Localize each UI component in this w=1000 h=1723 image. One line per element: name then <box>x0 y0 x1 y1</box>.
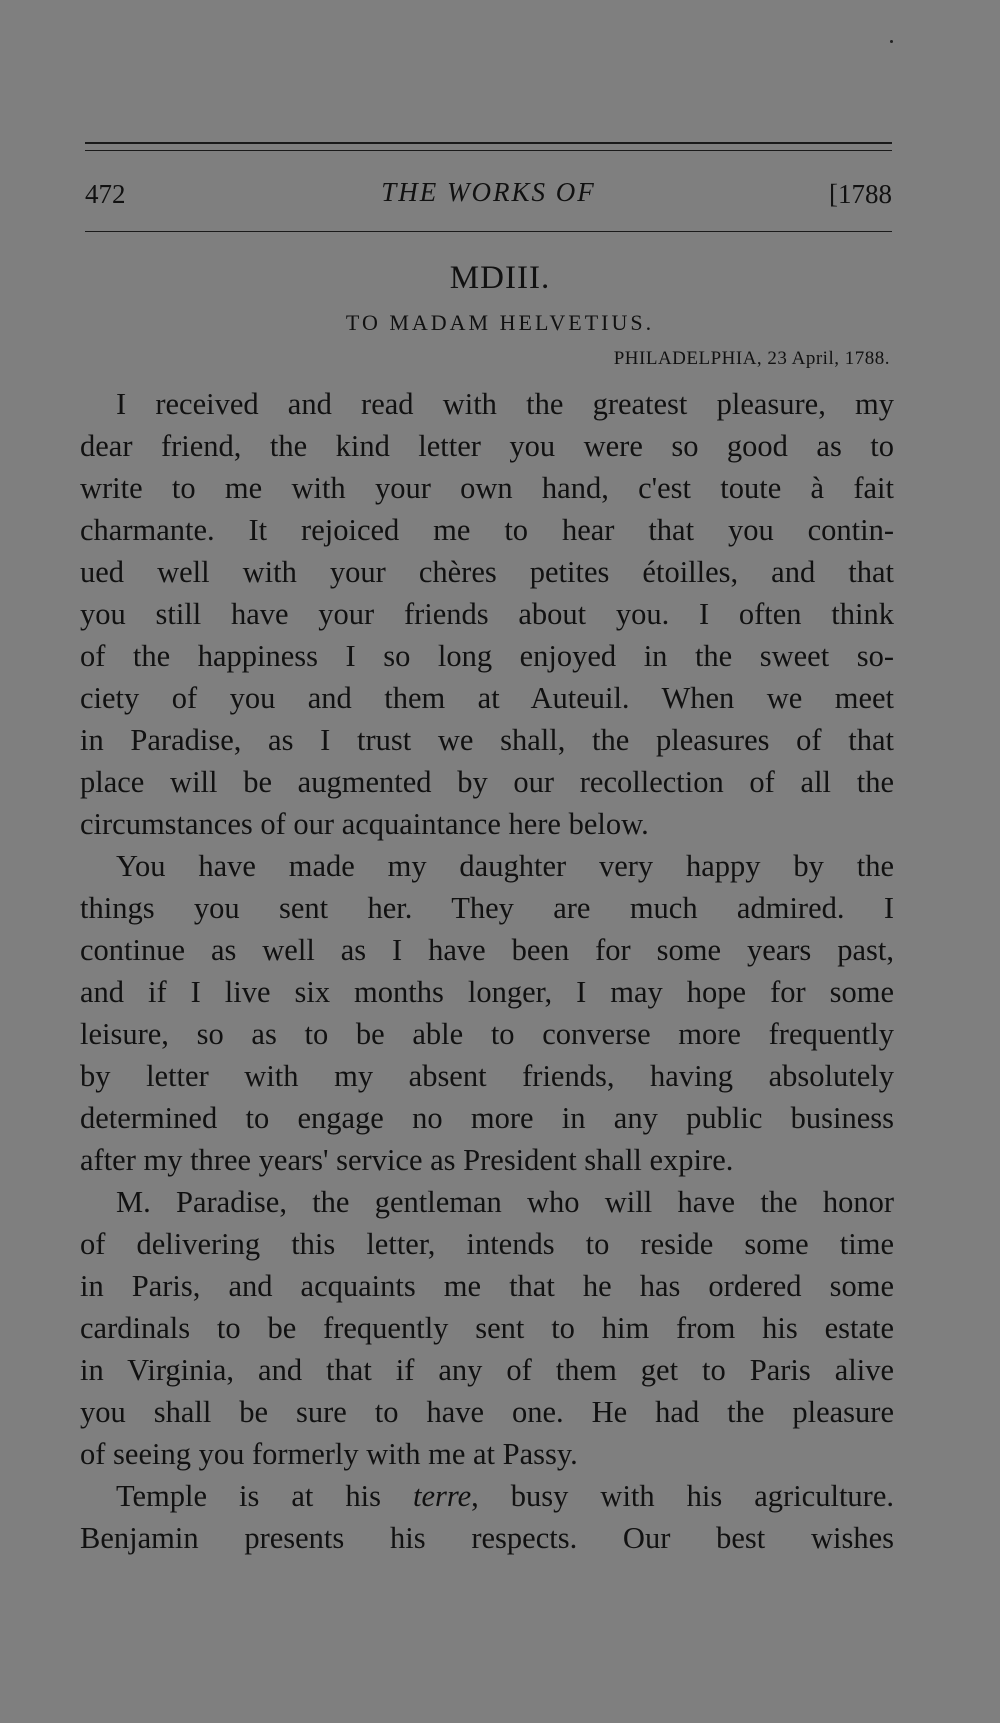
text-line: by letter with my absent friends, having absolutely <box>80 1059 894 1093</box>
text-line: determined to engage no more in any public business <box>80 1101 894 1135</box>
letter-number: MDIII. <box>449 260 551 296</box>
text-line: ued well with your chères petites étoilles, and that <box>80 555 894 589</box>
text-line <box>80 1475 894 1517</box>
text-run: Temple is at his <box>116 1479 414 1513</box>
text-line: circumstances of our acquaintance here below. <box>80 807 649 841</box>
text-line: charmante. It rejoiced me to hear that you contin- <box>80 513 894 547</box>
letter-dateline: PHILADELPHIA, 23 April, 1788. <box>613 348 890 369</box>
text-line: after my three years' service as President shall expire. <box>80 1143 734 1177</box>
text-line: dear friend, the kind letter you were so good as to <box>80 429 894 463</box>
text-line: and if I live six months longer, I may hope for some <box>80 975 894 1009</box>
header-year: [1788 <box>829 179 892 209</box>
text-line: in Virginia, and that if any of them get to Paris alive <box>80 1353 894 1387</box>
text-line: Benjamin presents his respects. Our best wishes <box>80 1521 894 1555</box>
text-line: continue as well as I have been for some years past, <box>80 933 894 967</box>
text-run: , busy with his agriculture. <box>471 1479 894 1513</box>
text-line: leisure, so as to be able to converse more frequently <box>80 1017 894 1051</box>
text-line: in Paris, and acquaints me that he has ordered some <box>80 1269 894 1303</box>
header-rule <box>85 231 892 232</box>
top-rule <box>85 142 892 144</box>
italic-word: terre <box>413 1479 472 1513</box>
letter-body <box>80 383 894 1559</box>
text-line: in Paradise, as I trust we shall, the pleasures of that <box>80 723 894 757</box>
text-line: things you sent her. They are much admired. I <box>80 891 894 925</box>
page-number: 472 <box>85 179 126 209</box>
text-line: cardinals to be frequently sent to him from his estate <box>80 1311 894 1345</box>
running-title: THE WORKS OF <box>381 177 596 207</box>
text-line: you still have your friends about you. I often think <box>80 597 894 631</box>
text-line: write to me with your own hand, c'est toute à fait <box>80 471 894 505</box>
text-line: you shall be sure to have one. He had the pleasure <box>80 1395 894 1429</box>
letter-addressee: TO MADAM HELVETIUS. <box>345 310 655 335</box>
text-line: You have made my daughter very happy by the <box>116 849 894 883</box>
speck <box>890 40 893 43</box>
top-rule-inner <box>85 150 892 151</box>
text-line: of the happiness I so long enjoyed in the sweet so- <box>80 639 894 673</box>
text-line: of seeing you formerly with me at Passy. <box>80 1437 578 1471</box>
running-header <box>85 175 892 215</box>
text-line: place will be augmented by our recollection of all the <box>80 765 894 799</box>
text-line: ciety of you and them at Auteuil. When we meet <box>80 681 894 715</box>
text-line: M. Paradise, the gentleman who will have the honor <box>116 1185 894 1219</box>
text-line: I received and read with the greatest pleasure, my <box>116 387 894 421</box>
text-line: of delivering this letter, intends to reside some time <box>80 1227 894 1261</box>
